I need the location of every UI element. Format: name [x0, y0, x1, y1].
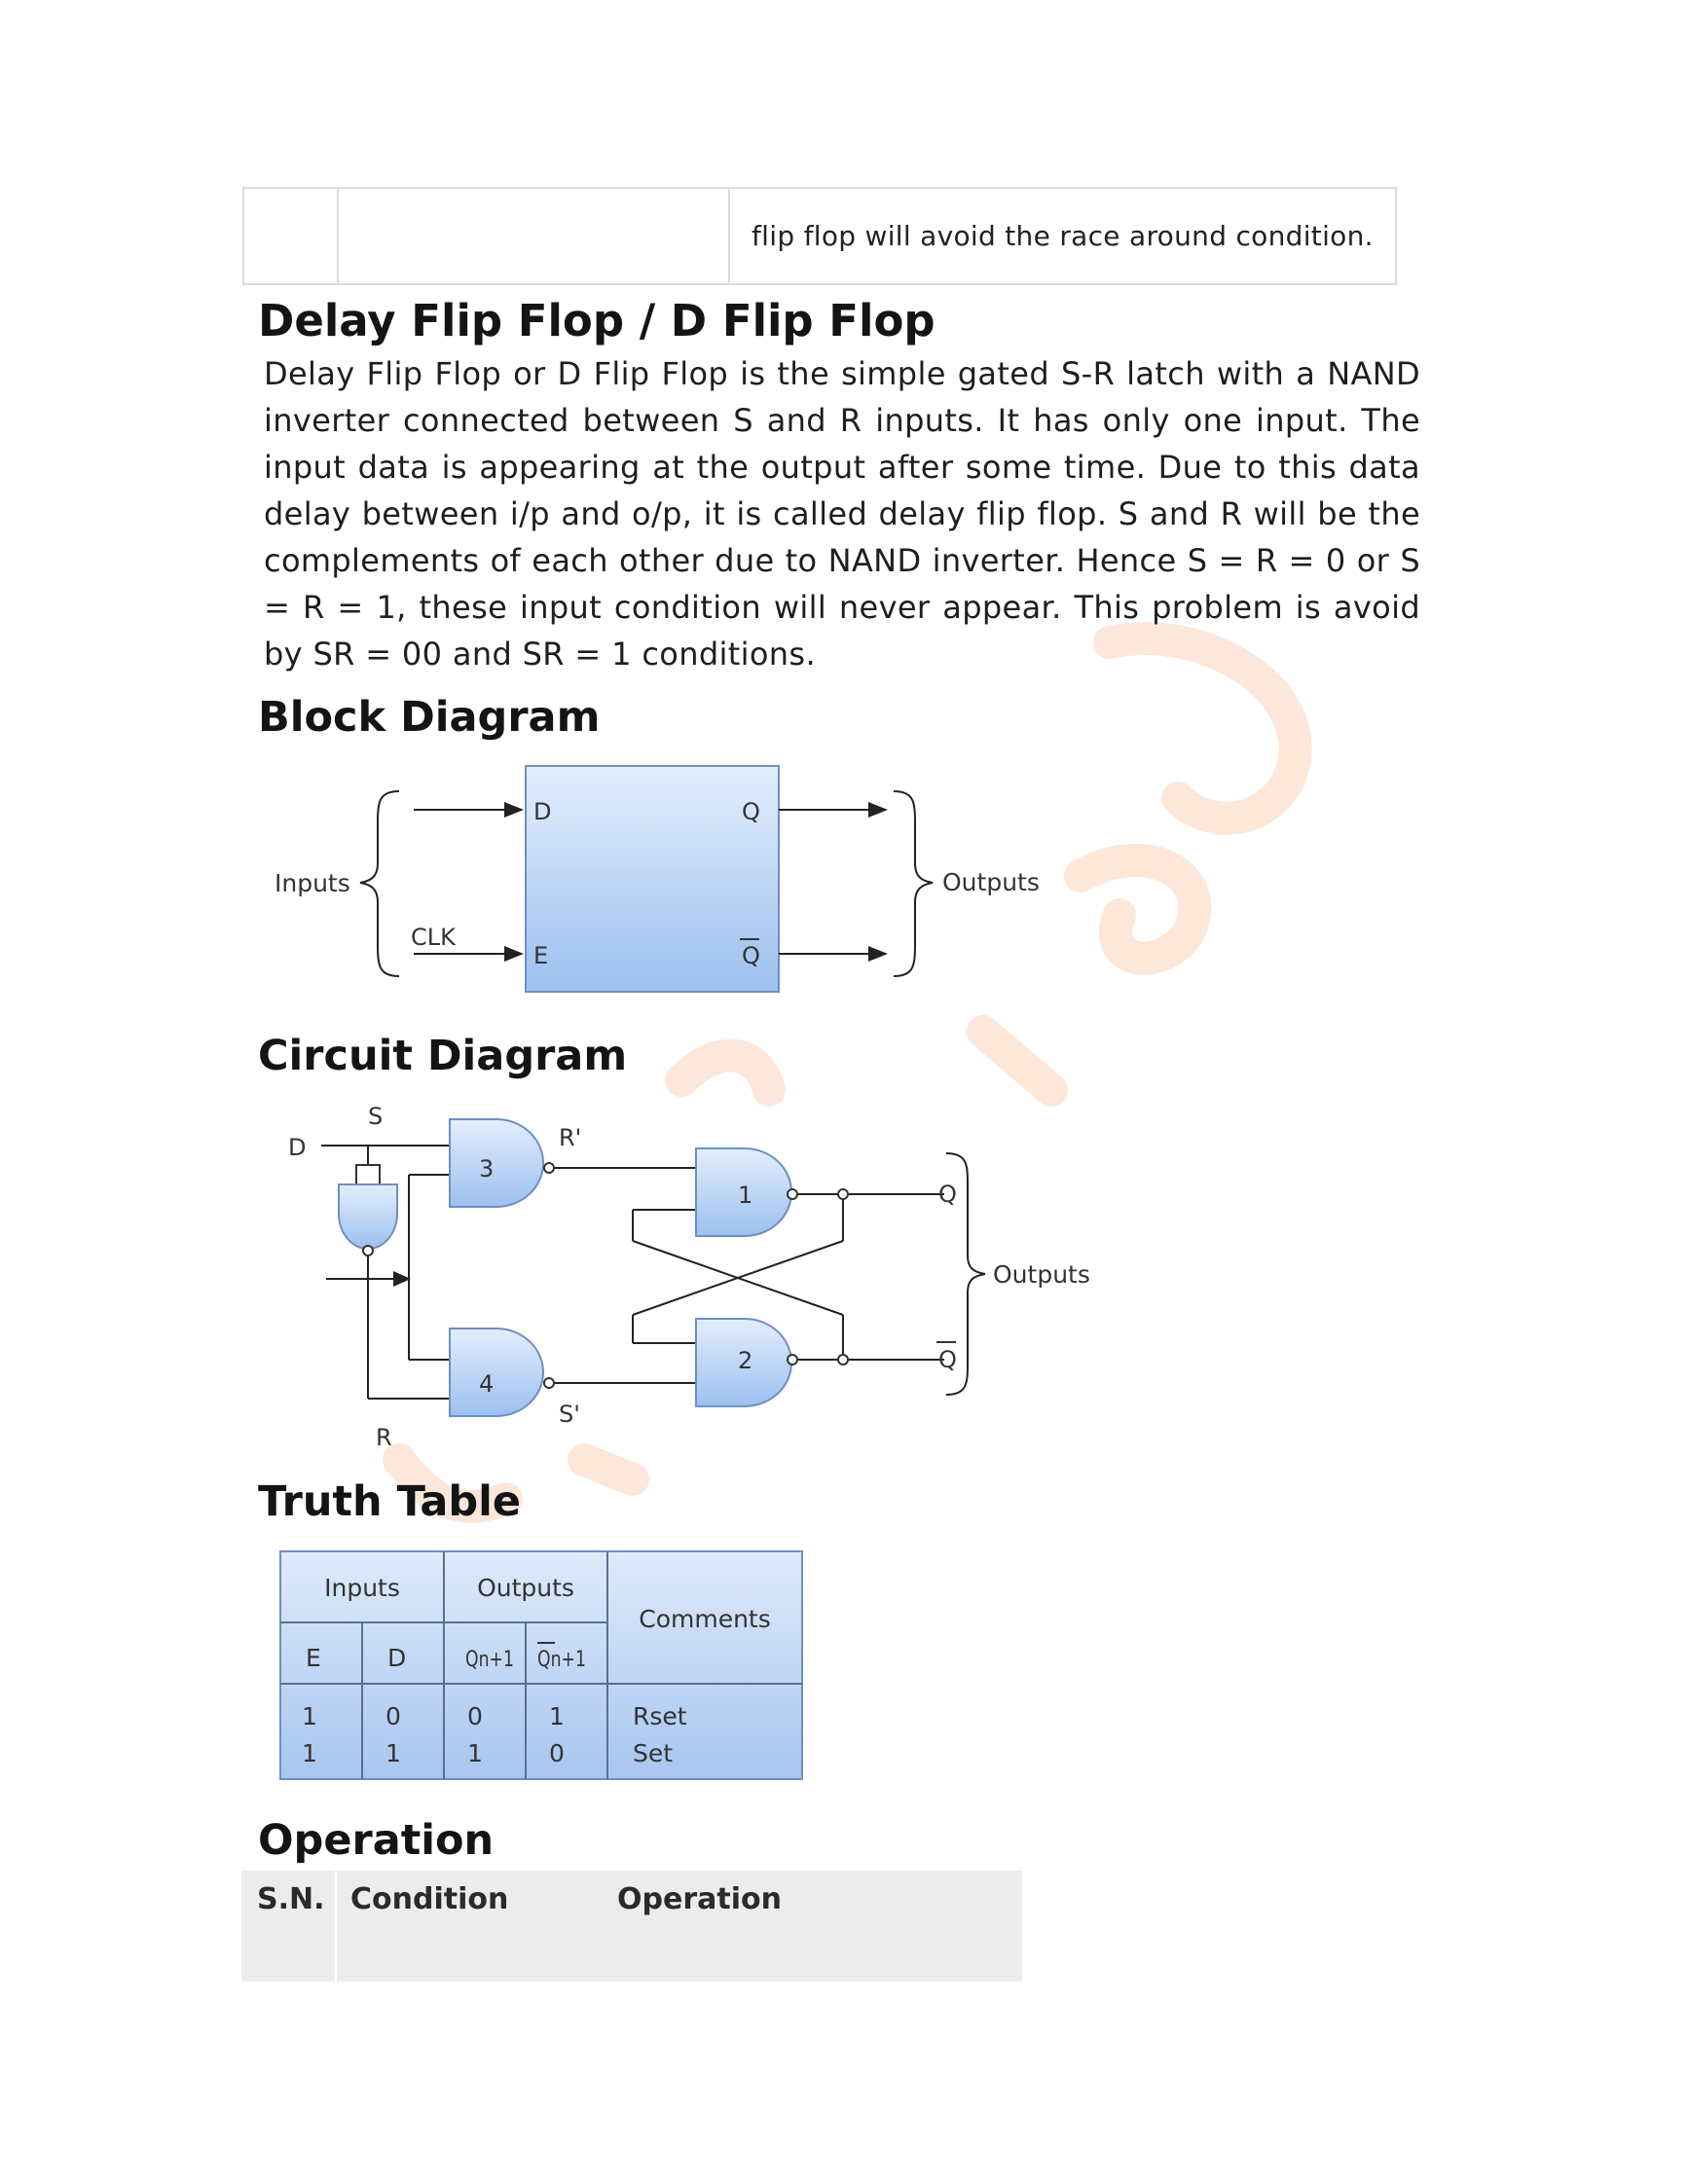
circuit-diagram-heading: Circuit Diagram — [258, 1032, 628, 1080]
operation-heading: Operation — [258, 1816, 495, 1865]
pin-d: D — [533, 798, 552, 825]
col-sn: S.N. — [241, 1871, 337, 1982]
gate-1-label: 1 — [738, 1182, 753, 1209]
pin-q: Q — [742, 798, 760, 825]
inputs-brace — [360, 791, 399, 976]
operation-table-header — [241, 1871, 1022, 1982]
nand-gate-3 — [450, 1119, 543, 1207]
pin-e: E — [533, 942, 549, 969]
cell-e: 1 — [302, 1702, 317, 1730]
table-cell-text: flip flop will avoid the race around condition. — [752, 220, 1374, 252]
outputs-brace — [894, 791, 933, 976]
output-q: Q — [938, 1181, 957, 1208]
gate-4-label: 4 — [479, 1370, 495, 1398]
label-d: D — [288, 1134, 307, 1161]
gate-3-label: 3 — [479, 1155, 495, 1183]
col-q: Qn+1 — [465, 1648, 514, 1672]
block-diagram-heading: Block Diagram — [258, 693, 601, 742]
pin-qbar: Q — [742, 942, 760, 969]
label-r: R — [376, 1424, 392, 1451]
cell-d: 0 — [385, 1702, 401, 1730]
flip-flop-block — [526, 766, 779, 992]
col-condition: Condition — [350, 1882, 509, 1916]
gate-2-label: 2 — [738, 1347, 753, 1374]
table-cell-empty — [244, 189, 339, 283]
clk-label: CLK — [411, 924, 456, 951]
outputs-label: Outputs — [993, 1260, 1090, 1289]
nand-inverter — [339, 1184, 397, 1249]
col-comments: Comments — [639, 1605, 771, 1633]
group-inputs: Inputs — [324, 1574, 400, 1602]
outputs-label: Outputs — [942, 868, 1040, 896]
cell-comment: Rset — [633, 1702, 687, 1730]
block-diagram — [263, 754, 1071, 1007]
truth-table — [276, 1547, 812, 1786]
cell-qbar: 0 — [549, 1739, 565, 1767]
description-paragraph: Delay Flip Flop or D Flip Flop is the simple gated S-R latch with a NAND inverter connected between S and R inputs. It has only one input. The input data is appearing at the output after some time. Due to this data delay between i/p and o/p, it is called delay flip flop. S and R will be the complements of each other due to NAND inverter. Hence S = R = 0 or S = R = 1, these input condition will never appear. This problem is avoid by SR = 00 and SR = 1 conditions. — [264, 355, 1420, 673]
col-e: E — [306, 1644, 321, 1672]
circuit-diagram — [263, 1095, 1158, 1455]
table-cell-empty — [339, 189, 730, 283]
cell-q: 0 — [467, 1702, 483, 1730]
label-r-prime: R' — [559, 1124, 582, 1151]
inputs-label: Inputs — [275, 869, 350, 897]
label-s: S — [368, 1103, 384, 1130]
nand-gate-4 — [450, 1329, 543, 1416]
col-operation: Operation — [617, 1882, 782, 1916]
cell-comment: Set — [633, 1739, 674, 1767]
page-title: Delay Flip Flop / D Flip Flop — [258, 295, 936, 346]
col-d: D — [387, 1644, 407, 1672]
truth-table-heading: Truth Table — [258, 1477, 522, 1526]
output-qbar: Q — [938, 1346, 957, 1373]
cell-d: 1 — [385, 1739, 401, 1767]
cell-e: 1 — [302, 1739, 317, 1767]
cell-qbar: 1 — [549, 1702, 565, 1730]
col-qbar: Qn+1 — [537, 1648, 586, 1672]
group-outputs: Outputs — [477, 1574, 574, 1602]
label-s-prime: S' — [559, 1401, 580, 1428]
cell-q: 1 — [467, 1739, 483, 1767]
continuation-table — [242, 187, 1397, 285]
